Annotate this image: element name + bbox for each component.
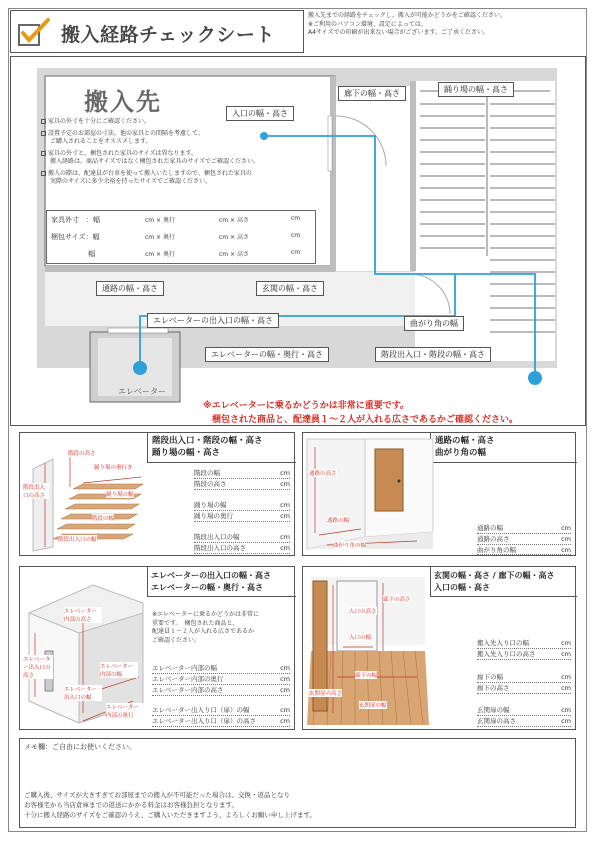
diag-label: 階段の高さ <box>68 451 96 457</box>
header-note: A4サイズでの印刷が出来ない場合がございます。ご了承ください。 <box>308 29 489 36</box>
diag-label: 玄関扉の幅 <box>359 703 387 709</box>
panel-stairs <box>19 432 295 556</box>
page-title: 搬入経路チェックシート <box>61 24 275 46</box>
panel-title: エレベーターの幅・奥行・高さ <box>151 583 263 592</box>
passage-illustration <box>305 437 435 555</box>
memo-footer-line: お客様宅から当店倉庫までの返送にかかる料金はお客様負担となります。 <box>24 801 238 809</box>
diag-label: エレベーター内部の幅 <box>100 662 138 678</box>
label-stairs: 階段出入口・階段の幅・高さ <box>375 347 491 362</box>
diag-label: 階段出入口の高さ <box>23 483 49 499</box>
label-elev-door: エレベーターの出入口の幅・高さ <box>147 313 279 328</box>
field-row[interactable]: エレベーター内部の奥行 cm <box>152 675 290 683</box>
label-landing: 踊り場の幅・高さ <box>438 82 514 97</box>
memo-label: メモ欄：ご自由にお使いください。 <box>24 743 136 751</box>
diag-label: 階段の幅 <box>92 516 115 522</box>
field-row[interactable]: 玄関扉の幅 cm <box>477 706 571 714</box>
header-note: 搬入先までの経路をチェックし、搬入が可能かどうかをご確認ください。 <box>308 12 506 19</box>
field-row[interactable]: 曲がり角の幅 cm <box>477 546 571 554</box>
diag-label: 階段出入口の幅 <box>58 537 97 543</box>
field-row[interactable]: 搬入先入り口の幅 cm <box>477 639 571 647</box>
label-passage: 通路の幅・高さ <box>96 281 164 296</box>
diag-label: エレベーター内部の高さ <box>64 607 102 623</box>
diag-label: 玄関扉の高さ <box>309 691 343 697</box>
memo-footer-line: ご購入後、サイズが大きすぎてお部屋までの搬入が不可能だった場合は、交換・返品となり <box>24 791 290 799</box>
field-row[interactable]: 踊り場の幅 cm <box>194 501 290 509</box>
panel-title: 曲がり角の幅 <box>435 448 487 458</box>
field-row[interactable]: エレベーター内部の幅 cm <box>152 664 290 672</box>
warning-line-2: 梱包された商品と、配達員１～２人が入れる広さであるかご確認ください。 <box>212 415 519 425</box>
label-elevator: エレベーター <box>118 387 166 396</box>
panel-passage <box>302 432 576 556</box>
diag-label: エレベーター出入口の高さ <box>23 655 53 679</box>
field-row[interactable]: 通路の幅 cm <box>477 524 571 532</box>
field-row[interactable]: 搬入先入り口の高さ cm <box>477 650 571 658</box>
field-row[interactable]: 玄関扉の高さ cm <box>477 717 571 725</box>
size-row: 幅 cm × 奥行 cm × 高さ cm <box>51 249 301 258</box>
check-item-cont: 搬入経路は、商品サイズではなく梱包された家具のサイズでご確認ください。 <box>50 158 260 165</box>
panel-title: 踊り場の幅・高さ <box>152 448 221 458</box>
field-row[interactable]: 踊り場の奥行 cm <box>194 512 290 520</box>
field-row[interactable]: エレベーター内部の高さ cm <box>152 686 290 694</box>
label-corridor: 廊下の幅・高さ <box>338 86 406 101</box>
label-entrance: 入口の幅・高さ <box>226 106 294 121</box>
memo-box[interactable] <box>19 738 576 828</box>
field-row[interactable]: エレベーター出入り口（扉）の幅 cm <box>152 706 290 714</box>
check-list <box>41 118 326 187</box>
label-elev-inside: エレベーターの幅・奥行・高さ <box>205 347 329 362</box>
diag-label: 廊下の幅 <box>355 673 378 679</box>
panel-title: エレベーターの出入口の幅・高さ <box>151 571 271 580</box>
diag-label: 入口の高さ <box>349 609 377 615</box>
check-item: 搬入の際は、配達員が台車を使って搬入いたしますので、梱包された家具の <box>41 170 326 179</box>
diag-label: 曲がり角の幅 <box>333 543 367 549</box>
field-row[interactable]: 階段の高さ cm <box>194 480 290 488</box>
panel-genkan <box>302 566 576 730</box>
check-item: 設置予定のお部屋の寸法、他の家具との間隔を考慮して、 <box>41 130 326 139</box>
memo-footer-line: 十分に搬入経路のサイズをご確認のうえ、ご購入いただきますよう、よろしくお願い申し上げます。 <box>24 811 316 819</box>
header-notes <box>308 12 588 38</box>
check-item-cont: 実際のサイズに多少余裕を持ったサイズでご確認ください。 <box>50 178 212 185</box>
label-corner: 曲がり角の幅 <box>404 316 464 331</box>
warning-line-1: ※エレベーターに乗るかどうかは非常に重要です。 <box>203 401 410 411</box>
size-row: 家具外寸 ：幅 cm × 奥行 cm × 高さ cm <box>51 215 301 224</box>
field-row[interactable]: 通路の高さ cm <box>477 535 571 543</box>
check-item: 家具の外寸と、梱包された家具のサイズは異なります。 <box>41 150 326 159</box>
check-item: 家具の外寸を十分にご確認ください。 <box>41 118 326 127</box>
size-table <box>46 210 316 264</box>
panel-title: 玄関の幅・高さ / 廊下の幅・高さ <box>434 571 555 580</box>
room-title: 搬入先 <box>84 88 162 116</box>
diag-label: 通路の幅 <box>327 518 350 524</box>
field-row[interactable]: 階段出入口の高さ cm <box>194 544 290 552</box>
panel-elevator <box>19 566 295 730</box>
header-box <box>10 10 304 53</box>
field-row[interactable]: 階段出入口の幅 cm <box>194 533 290 541</box>
diag-label: 踊り場の幅 <box>106 492 134 498</box>
size-row: 梱包サイズ：幅 cm × 奥行 cm × 高さ cm <box>51 232 301 241</box>
panel-title: 通路の幅・高さ <box>435 436 495 446</box>
header-note: ※ご利用のパソコン環境、設定によっては、 <box>308 20 427 28</box>
field-row[interactable]: エレベーター出入り口（扉）の高さ cm <box>152 717 290 725</box>
panel-title: 入口の幅・高さ <box>434 583 490 592</box>
diag-label: エレベーター内部の奥行 <box>106 703 144 719</box>
field-row[interactable]: 廊下の高さ cm <box>477 684 571 692</box>
diag-label: 通路の高さ <box>309 471 337 477</box>
label-genkan: 玄関の幅・高さ <box>256 281 324 296</box>
diag-label: 入口の幅 <box>349 635 372 641</box>
diag-label: エレベーター出入口の幅 <box>64 685 102 701</box>
checkmark-icon <box>17 17 51 47</box>
panel-title: 階段出入口・階段の幅・高さ <box>152 436 263 446</box>
elevator-note: ※エレベーターに乗るかどうかは非常に 重要です。 梱包された商品と、 配達員１～２人が入れる広さであるか ご確認ください。 <box>152 611 260 644</box>
field-row[interactable]: 廊下の幅 cm <box>477 673 571 681</box>
field-row[interactable]: 階段の幅 cm <box>194 469 290 477</box>
check-item-cont: ご購入されることをオススメします。 <box>50 138 152 145</box>
diag-label: 廊下の高さ <box>383 597 411 603</box>
diag-label: 踊り場の奥行き <box>94 465 133 471</box>
